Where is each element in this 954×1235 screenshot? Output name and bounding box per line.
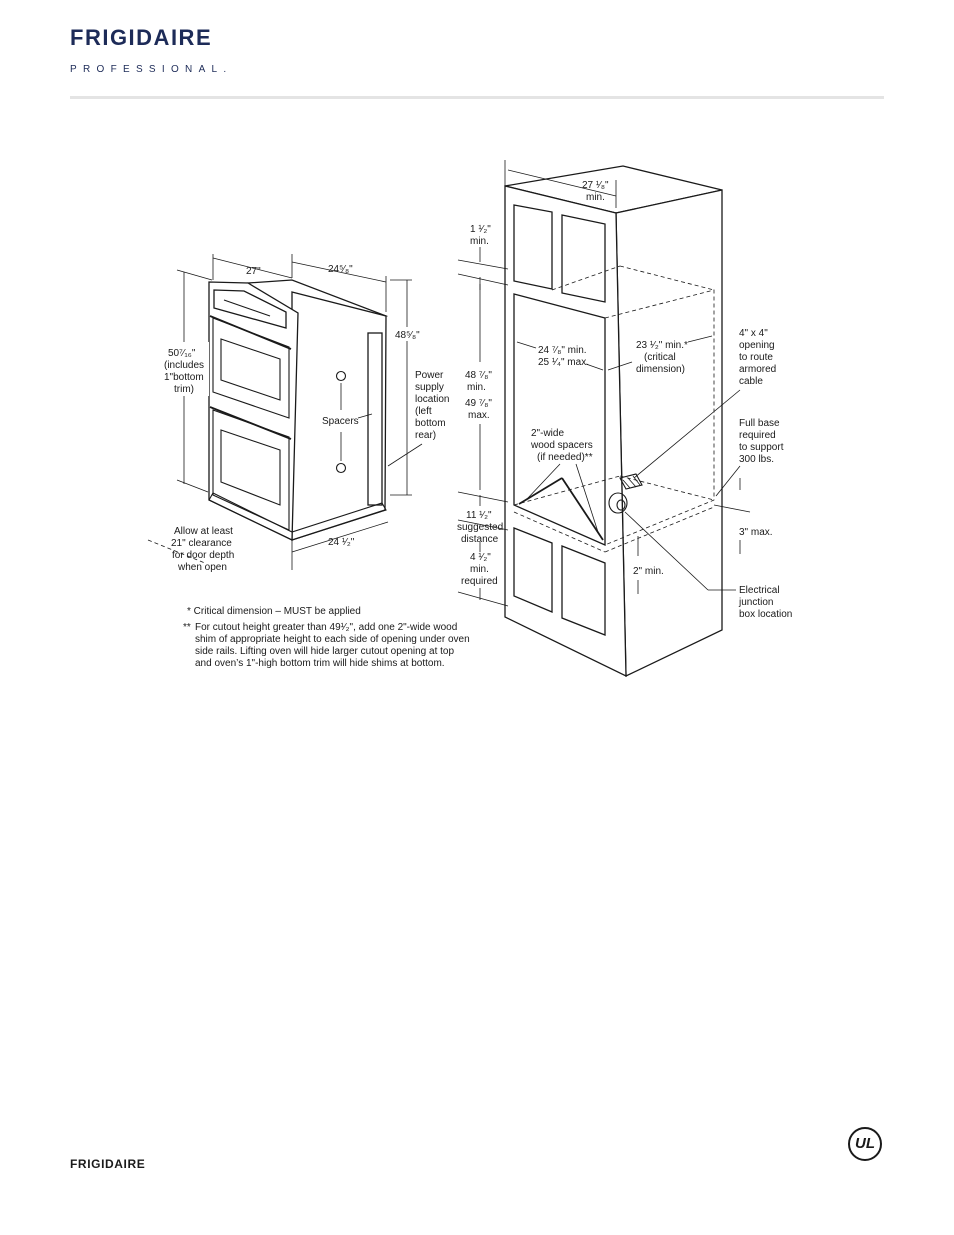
max-3-label: 3" max. <box>739 527 773 538</box>
footnote-shim: side rails. Lifting oven will hide larger cutout opening at top <box>195 646 455 657</box>
min-2-label: 2" min. <box>633 566 664 577</box>
suggested-distance-label: distance <box>461 534 499 545</box>
footnote-shim: and oven’s 1"-high bottom trim will hide shims at bottom. <box>195 658 445 669</box>
oven-dim-27: 27" <box>246 266 261 277</box>
cabinet-dim-25-14: 25 ¹⁄₄" max. <box>538 357 589 368</box>
junction-box-label: Electrical <box>739 585 780 596</box>
power-supply-label: supply <box>415 382 444 393</box>
cable-opening-label: to route <box>739 352 773 363</box>
oven-dim-48-58: 48⁵⁄₈" <box>395 330 420 341</box>
footnote-marker: ** <box>183 622 191 633</box>
cabinet-dim-49-78: max. <box>468 410 490 421</box>
cabinet-dim-27-18: 27 ¹⁄₈" <box>582 180 609 191</box>
junction-box-label: box location <box>739 609 793 620</box>
oven-dim-50-note: (includes <box>164 360 205 371</box>
power-supply-label: (left <box>415 406 432 417</box>
suggested-distance-label: suggested <box>457 522 504 533</box>
cabinet-dim-49-78: 49 ⁷⁄₈" <box>465 398 492 409</box>
door-clearance-label: for door depth <box>172 550 235 561</box>
cabinet-dim-1-12: min. <box>470 236 489 247</box>
footnotes <box>183 606 470 669</box>
door-clearance-label: 21" clearance <box>171 538 232 549</box>
door-clearance-label: when open <box>178 562 227 573</box>
upper-door-right <box>562 215 605 302</box>
bottom-clearance-label: min. <box>470 564 489 575</box>
bottom-clearance-label: required <box>461 576 498 587</box>
cabinet-dim-23-12: (critical <box>644 352 676 363</box>
oven-dim-24-58: 24⁵⁄₈" <box>328 264 353 275</box>
wood-spacers-label: 2"-wide <box>531 428 565 439</box>
wood-spacers-label: wood spacers <box>531 440 593 451</box>
suggested-distance-label: 11 ¹⁄₂" <box>466 510 492 521</box>
cabinet-dim-27-18: min. <box>586 192 605 203</box>
footnote-shim: shim of appropriate height to each side of opening under oven <box>195 634 470 645</box>
cabinet-dim-48-78: 48 ⁷⁄₈" <box>465 370 492 381</box>
full-base-label: to support <box>739 442 784 453</box>
footnote-shim: For cutout height greater than 49¹⁄₂", add one 2"-wide wood <box>195 622 458 633</box>
footer-brand: FRIGIDAIRE <box>70 1157 146 1171</box>
oven-rear-box <box>368 333 382 505</box>
power-supply-label: location <box>415 394 450 405</box>
oven-illustration <box>209 280 386 540</box>
wood-spacers-label: (if needed)** <box>537 452 593 463</box>
brand-wordmark: FRIGIDAIRE <box>70 25 213 50</box>
footnote-critical: * Critical dimension – MUST be applied <box>187 606 361 617</box>
spacers-label: Spacers <box>322 416 359 427</box>
junction-box-label: junction <box>739 597 774 608</box>
power-supply-label: rear) <box>415 430 437 441</box>
bottom-clearance-label: 4 ¹⁄₂" <box>470 552 491 563</box>
ul-certification-icon: UL <box>848 1127 882 1161</box>
oven-dim-50-note: 1"bottom <box>164 372 204 383</box>
full-base-label: 300 lbs. <box>739 454 775 465</box>
brand-sub-wordmark: PROFESSIONAL. <box>70 64 233 75</box>
cable-opening-label: cable <box>739 376 763 387</box>
upper-door-left <box>514 205 552 289</box>
cabinet-dim-23-12: dimension) <box>636 364 685 375</box>
full-base-label: required <box>739 430 776 441</box>
cable-opening-label: armored <box>739 364 777 375</box>
cutout-opening <box>514 294 605 545</box>
power-supply-label: Power <box>415 370 444 381</box>
cabinet-illustration <box>505 166 722 676</box>
oven-dim-50: 50⁷⁄₁₆" <box>168 348 196 359</box>
power-supply-label: bottom <box>415 418 446 429</box>
oven-dim-24-12: 24 ¹⁄₂" <box>328 537 355 548</box>
cabinet-side <box>616 190 722 676</box>
cabinet-dim-48-78: min. <box>467 382 486 393</box>
full-base-label: Full base <box>739 418 780 429</box>
cable-opening-label: opening <box>739 340 775 351</box>
oven-dim-50-note: trim) <box>174 384 194 395</box>
cable-opening-label: 4" x 4" <box>739 328 768 339</box>
door-clearance-label: Allow at least <box>174 526 233 537</box>
cabinet-dim-1-12: 1 ¹⁄₂" <box>470 224 491 235</box>
cabinet-dim-23-12: 23 ¹⁄₂" min.* <box>636 340 688 351</box>
cabinet-dim-24-78: 24 ⁷⁄₈" min. <box>538 345 587 356</box>
